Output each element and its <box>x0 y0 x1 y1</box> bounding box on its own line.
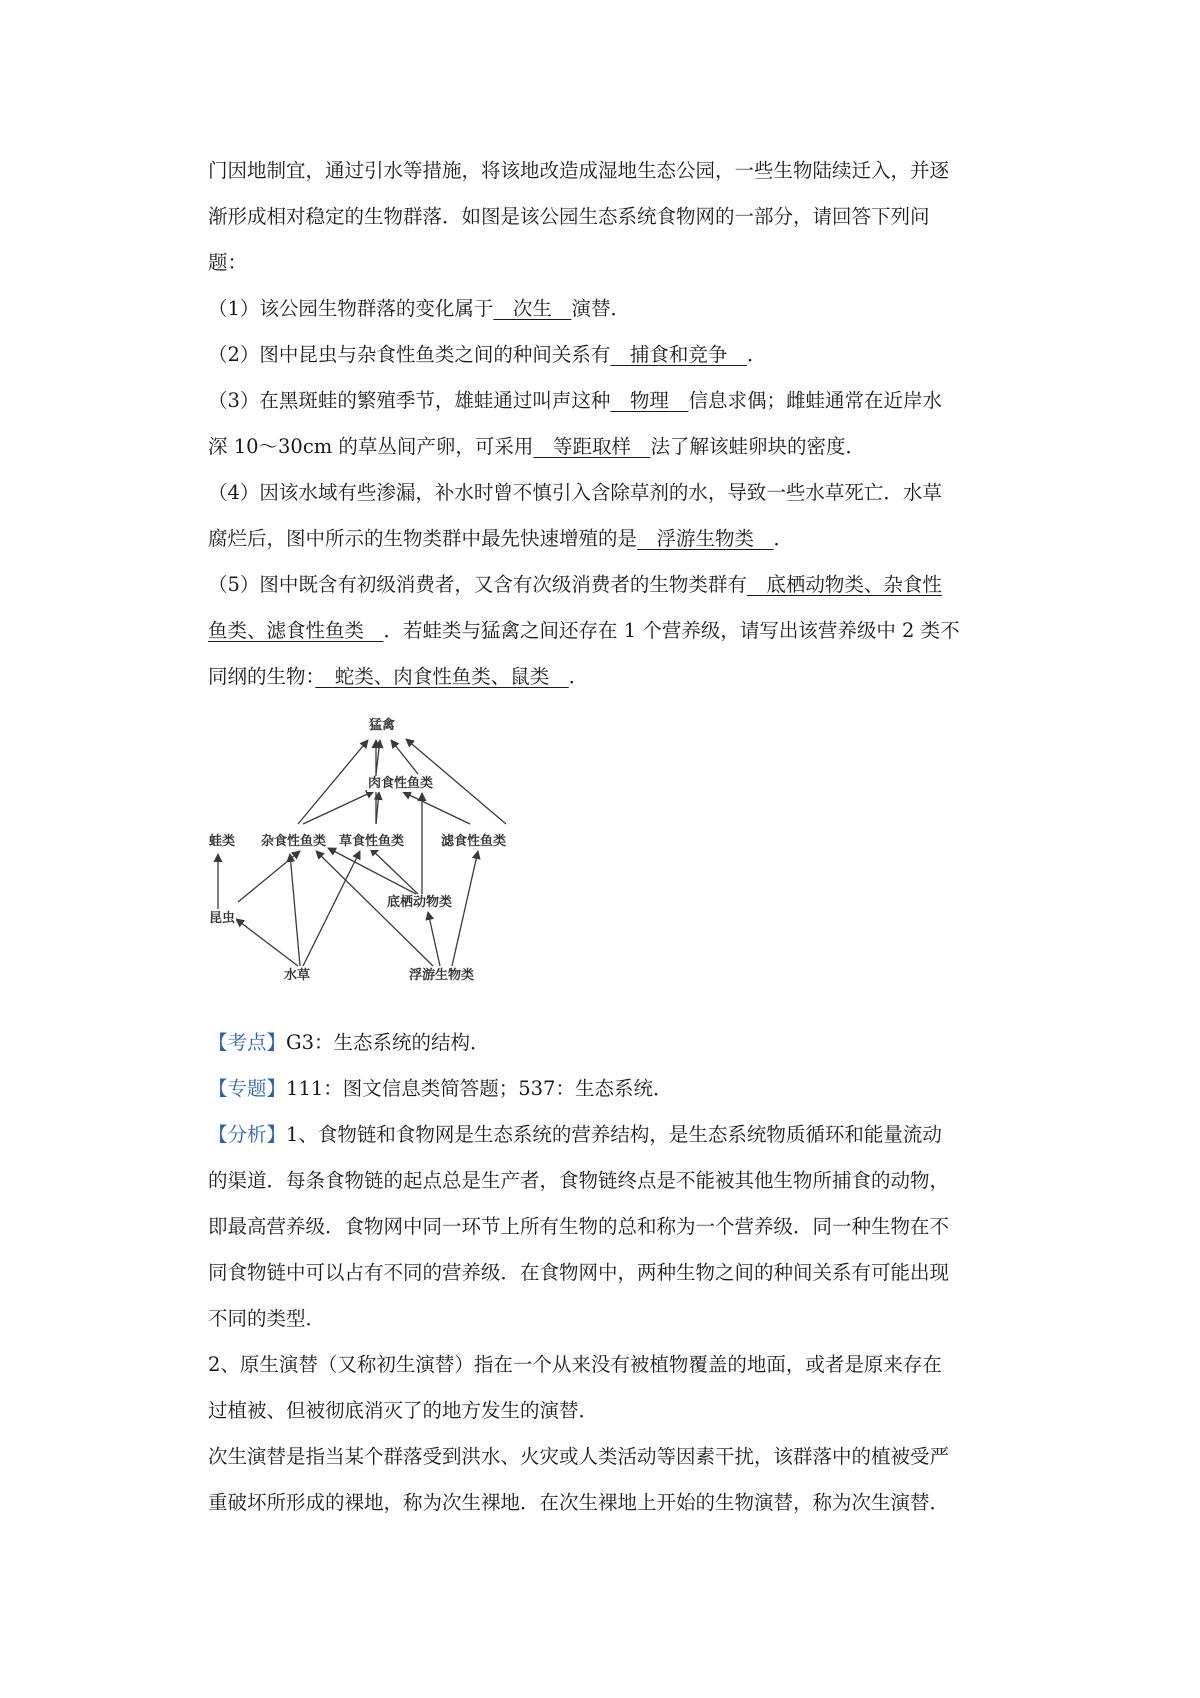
question-4-line-2 <box>208 516 1008 562</box>
q5-text-mid: ．若蛙类与猛禽之间还存在 1 个营养级，请写出该营养级中 2 类不 <box>383 619 960 642</box>
kaodian-tag: 【考点】 <box>208 1031 287 1054</box>
question-5-line-1 <box>208 562 1008 608</box>
food-web-arrows <box>208 714 568 1014</box>
node-filter-fish: 滤食性鱼类 <box>441 834 507 849</box>
fenxi-line-4: 同食物链中可以占有不同的营养级．在食物网中，两种生物之间的种间关系有可能出现 <box>208 1261 950 1284</box>
q5-text: （5）图中既含有初级消费者，又含有次级消费者的生物类群有 <box>208 573 747 596</box>
question-2 <box>208 332 1008 378</box>
q5-text-3: 同纲的生物： <box>208 665 316 688</box>
question-5-line-2 <box>208 608 1008 654</box>
node-benthic: 底栖动物类 <box>387 895 453 910</box>
q2-text: （2）图中昆虫与杂食性鱼类之间的种间关系有 <box>208 343 611 366</box>
intro-line-1: 门因地制宜，通过引水等措施，将该地改造成湿地生态公园，一些生物陆续迁入，并逐 <box>208 159 950 182</box>
q4-answer: 浮游生物类 <box>637 527 774 550</box>
q5-answer-1: 底栖动物类、杂食性 <box>746 573 942 596</box>
q2-text-end: ． <box>746 343 767 366</box>
q5-answer-1-cont: 鱼类、滤食性鱼类 <box>208 619 384 642</box>
node-carnivore-fish: 肉食性鱼类 <box>368 776 434 791</box>
q3-text: （3）在黑斑蛙的繁殖季节，雄蛙通过叫声这种 <box>208 389 611 412</box>
question-1 <box>208 286 1008 332</box>
fenxi-line-5: 不同的类型． <box>208 1307 326 1330</box>
q3-text-2: 深 10～30cm 的草丛间产卵，可采用 <box>208 435 534 458</box>
q2-answer: 捕食和竞争 <box>610 343 747 366</box>
fenxi-line-1 <box>208 1112 1008 1158</box>
node-plankton: 浮游生物类 <box>409 968 475 983</box>
node-omnivore-fish: 杂食性鱼类 <box>261 834 327 849</box>
node-raptor: 猛禽 <box>369 718 396 733</box>
q4-text: 腐烂后，图中所示的生物类群中最先快速增殖的是 <box>208 527 638 550</box>
fenxi-text-1: 1、食物链和食物网是生态系统的营养结构，是生态系统物质循环和能量流动 <box>286 1123 942 1146</box>
kaodian-line <box>208 1020 1008 1066</box>
fenxi-tag: 【分析】 <box>208 1123 287 1146</box>
fenxi-line-2: 的渠道．每条食物链的起点总是生产者，食物链终点是不能被其他生物所捕食的动物， <box>208 1169 950 1192</box>
fenxi-line-7: 过植被、但被彻底消灭了的地方发生的演替． <box>208 1399 599 1422</box>
question-3-line-1 <box>208 378 1008 424</box>
q5-text-end: ． <box>568 665 589 688</box>
question-3-line-2 <box>208 424 1008 470</box>
intro-line-2: 渐形成相对稳定的生物群落．如图是该公园生态系统食物网的一部分，请回答下列问 <box>208 205 930 228</box>
kaodian-text: G3：生态系统的结构． <box>286 1031 490 1054</box>
q5-answer-2: 蛇类、肉食性鱼类、鼠类 <box>315 665 569 688</box>
node-frog: 蛙类 <box>209 834 236 849</box>
node-herbivore-fish: 草食性鱼类 <box>339 834 405 849</box>
q3-text-end: 法了解该蛙卵块的密度． <box>650 435 865 458</box>
food-web-diagram <box>208 714 568 1014</box>
q4-text-end: ． <box>773 527 794 550</box>
question-5-line-3 <box>208 654 1008 700</box>
node-insect: 昆虫 <box>209 911 236 926</box>
intro-line-3: 题： <box>208 251 248 274</box>
zhuanti-line <box>208 1066 1008 1112</box>
fenxi-line-9: 重破坏所形成的裸地，称为次生裸地．在次生裸地上开始的生物演替，称为次生演替． <box>208 1491 950 1514</box>
fenxi-line-3: 即最高营养级．食物网中同一环节上所有生物的总和称为一个营养级．同一种生物在不 <box>208 1215 950 1238</box>
q1-text: （1）该公园生物群落的变化属于 <box>208 297 494 320</box>
q3-answer-1: 物理 <box>610 389 689 412</box>
question-4-line-1: （4）因该水域有些渗漏，补水时曾不慎引入含除草剂的水，导致一些水草死亡．水草 <box>208 481 942 504</box>
q1-text-end: 演替． <box>571 297 630 320</box>
fenxi-line-6: 2、原生演替（又称初生演替）指在一个从来没有被植物覆盖的地面，或者是原来存在 <box>208 1353 942 1376</box>
node-water-plant: 水草 <box>284 968 311 983</box>
fenxi-line-8: 次生演替是指当某个群落受到洪水、火灾或人类活动等因素干扰，该群落中的植被受严 <box>208 1445 950 1468</box>
q1-answer: 次生 <box>493 297 572 320</box>
q3-text-mid: 信息求偶；雌蛙通常在近岸水 <box>688 389 942 412</box>
document-content <box>208 148 1008 1526</box>
q3-answer-2: 等距取样 <box>533 435 651 458</box>
zhuanti-tag: 【专题】 <box>208 1077 287 1100</box>
zhuanti-text: 111：图文信息类简答题；537：生态系统． <box>286 1077 673 1100</box>
